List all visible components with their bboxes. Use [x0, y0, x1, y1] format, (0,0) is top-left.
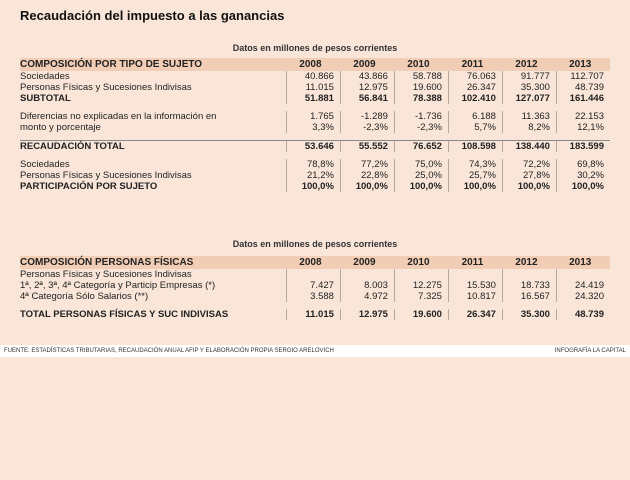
table-row — [20, 170, 610, 181]
cell-2008: 7.427 — [286, 280, 340, 291]
cell-2009 — [340, 269, 394, 280]
cell-2013: 12,1% — [556, 122, 610, 133]
cell-2010: 76.652 — [394, 141, 448, 153]
cell-2009: 2009 — [340, 256, 394, 269]
row-label: SUBTOTAL — [20, 93, 71, 104]
cell-2012: 91.777 — [502, 71, 556, 82]
cell-2012: 2012 — [502, 58, 556, 71]
cell-2011: 6.188 — [448, 111, 502, 122]
table-row — [20, 93, 610, 104]
cell-2008: 11.015 — [286, 82, 340, 93]
table-row — [20, 309, 610, 320]
spacer-row — [20, 104, 610, 111]
cell-2009: -2,3% — [340, 122, 394, 133]
table-row — [20, 181, 610, 192]
cell-2013: 69,8% — [556, 159, 610, 170]
cell-2008: 40.866 — [286, 71, 340, 82]
table-sujeto — [20, 58, 610, 192]
row-label: 4ª Categoría Sólo Salarios (**) — [20, 291, 149, 302]
cell-2012: 2012 — [502, 256, 556, 269]
cell-2008: 2008 — [286, 58, 340, 71]
cell-2012: 27,8% — [502, 170, 556, 181]
cell-2012: 16.567 — [502, 291, 556, 302]
cell-2013: 100,0% — [556, 181, 610, 192]
cell-2012: 72,2% — [502, 159, 556, 170]
cell-2013: 183.599 — [556, 141, 610, 153]
table-row — [20, 122, 610, 133]
cell-2011: 74,3% — [448, 159, 502, 170]
cell-2013: 2013 — [556, 58, 610, 71]
cell-2012: 100,0% — [502, 181, 556, 192]
cell-2013: 161.446 — [556, 93, 610, 104]
table-row — [20, 269, 610, 280]
source-text: FUENTE: ESTADÍSTICAS TRIBUTARIAS, RECAUDACIÓN ANUAL AFIP Y ELABORACIÓN PROPIA SERGIO ARELOVICH — [4, 348, 334, 354]
cell-2008: 78,8% — [286, 159, 340, 170]
cell-2010: 78.388 — [394, 93, 448, 104]
row-label: PARTICIPACIÓN POR SUJETO — [20, 181, 158, 192]
table-row — [20, 71, 610, 82]
spacer-row — [20, 152, 610, 159]
row-label: Diferencias no explicadas en la información en — [20, 111, 217, 122]
cell-2010: 12.275 — [394, 280, 448, 291]
cell-2010: 7.325 — [394, 291, 448, 302]
cell-2011: 76.063 — [448, 71, 502, 82]
row-label: Personas Físicas y Sucesiones Indivisas — [20, 269, 192, 280]
cell-2010: -2,3% — [394, 122, 448, 133]
cell-2013 — [556, 269, 610, 280]
cell-2008: 21,2% — [286, 170, 340, 181]
table-personas — [20, 256, 610, 320]
cell-2011: 25,7% — [448, 170, 502, 181]
cell-2008: 51.881 — [286, 93, 340, 104]
cell-2009: 4.972 — [340, 291, 394, 302]
row-label: COMPOSICIÓN POR TIPO DE SUJETO — [20, 58, 286, 71]
page-title: Recaudación del impuesto a las ganancias — [20, 8, 285, 23]
cell-2009: 12.975 — [340, 309, 394, 320]
cell-2013: 2013 — [556, 256, 610, 269]
cell-2013: 30,2% — [556, 170, 610, 181]
cell-2009: 56.841 — [340, 93, 394, 104]
table1-subtitle: Datos en millones de pesos corrientes — [232, 43, 398, 53]
cell-2008: 53.646 — [286, 141, 340, 153]
spacer-row — [20, 133, 610, 141]
cell-2011: 5,7% — [448, 122, 502, 133]
cell-2009: 22,8% — [340, 170, 394, 181]
row-label: TOTAL PERSONAS FÍSICAS Y SUC INDIVISAS — [20, 309, 229, 320]
cell-2010: 75,0% — [394, 159, 448, 170]
cell-2008: 2008 — [286, 256, 340, 269]
cell-2008: 3.588 — [286, 291, 340, 302]
cell-2013: 112.707 — [556, 71, 610, 82]
cell-2010: 100,0% — [394, 181, 448, 192]
cell-2009: 43.866 — [340, 71, 394, 82]
cell-2008: 3,3% — [286, 122, 340, 133]
cell-2011: 26.347 — [448, 82, 502, 93]
cell-2010: -1.736 — [394, 111, 448, 122]
cell-2011: 108.598 — [448, 141, 502, 153]
cell-2008: 100,0% — [286, 181, 340, 192]
table2-subtitle: Datos en millones de pesos corrientes — [232, 239, 398, 249]
cell-2009: 55.552 — [340, 141, 394, 153]
spacer-row — [20, 302, 610, 309]
cell-2009: 100,0% — [340, 181, 394, 192]
cell-2013: 48.739 — [556, 82, 610, 93]
cell-2009: 2009 — [340, 58, 394, 71]
cell-2008: 11.015 — [286, 309, 340, 320]
cell-2012: 127.077 — [502, 93, 556, 104]
cell-2008 — [286, 269, 340, 280]
row-label: RECAUDACIÓN TOTAL — [20, 141, 286, 153]
cell-2012: 18.733 — [502, 280, 556, 291]
row-label: 1ª, 2ª, 3ª, 4ª Categoría y Particip Empresas (*) — [20, 280, 216, 291]
cell-2013: 48.739 — [556, 309, 610, 320]
cell-2012: 8,2% — [502, 122, 556, 133]
cell-2012: 35.300 — [502, 82, 556, 93]
cell-2012 — [502, 269, 556, 280]
cell-2013: 24.419 — [556, 280, 610, 291]
table-row — [20, 82, 610, 93]
cell-2011: 100,0% — [448, 181, 502, 192]
cell-2013: 22.153 — [556, 111, 610, 122]
table-row — [20, 111, 610, 122]
cell-2011: 15.530 — [448, 280, 502, 291]
row-label: Personas Físicas y Sucesiones Indivisas — [20, 170, 192, 181]
cell-2013: 24.320 — [556, 291, 610, 302]
cell-2011 — [448, 269, 502, 280]
cell-2010: 58.788 — [394, 71, 448, 82]
cell-2011: 2011 — [448, 58, 502, 71]
cell-2010: 2010 — [394, 58, 448, 71]
cell-2011: 10.817 — [448, 291, 502, 302]
cell-2009: 12.975 — [340, 82, 394, 93]
source-bar — [0, 345, 630, 357]
row-label: COMPOSICIÓN PERSONAS FÍSICAS — [20, 256, 286, 269]
row-label: Personas Físicas y Sucesiones Indivisas — [20, 82, 192, 93]
table2-header — [20, 256, 610, 269]
credit-text: INFOGRAFÍA LA CAPITAL — [554, 348, 626, 354]
cell-2010: 25,0% — [394, 170, 448, 181]
cell-2012: 138.440 — [502, 141, 556, 153]
cell-2010: 19.600 — [394, 82, 448, 93]
table-row — [20, 159, 610, 170]
cell-2008: 1.765 — [286, 111, 340, 122]
cell-2009: 77,2% — [340, 159, 394, 170]
cell-2012: 35.300 — [502, 309, 556, 320]
cell-2011: 26.347 — [448, 309, 502, 320]
cell-2010 — [394, 269, 448, 280]
cell-2009: 8.003 — [340, 280, 394, 291]
row-label: monto y porcentaje — [20, 122, 101, 133]
cell-2012: 11.363 — [502, 111, 556, 122]
cell-2009: -1.289 — [340, 111, 394, 122]
row-label: Sociedades — [20, 71, 70, 82]
table-row — [20, 280, 610, 291]
cell-2010: 2010 — [394, 256, 448, 269]
table1-header — [20, 58, 610, 71]
table-row — [20, 291, 610, 302]
row-label: Sociedades — [20, 159, 70, 170]
cell-2010: 19.600 — [394, 309, 448, 320]
table-row — [20, 141, 610, 153]
cell-2011: 102.410 — [448, 93, 502, 104]
cell-2011: 2011 — [448, 256, 502, 269]
